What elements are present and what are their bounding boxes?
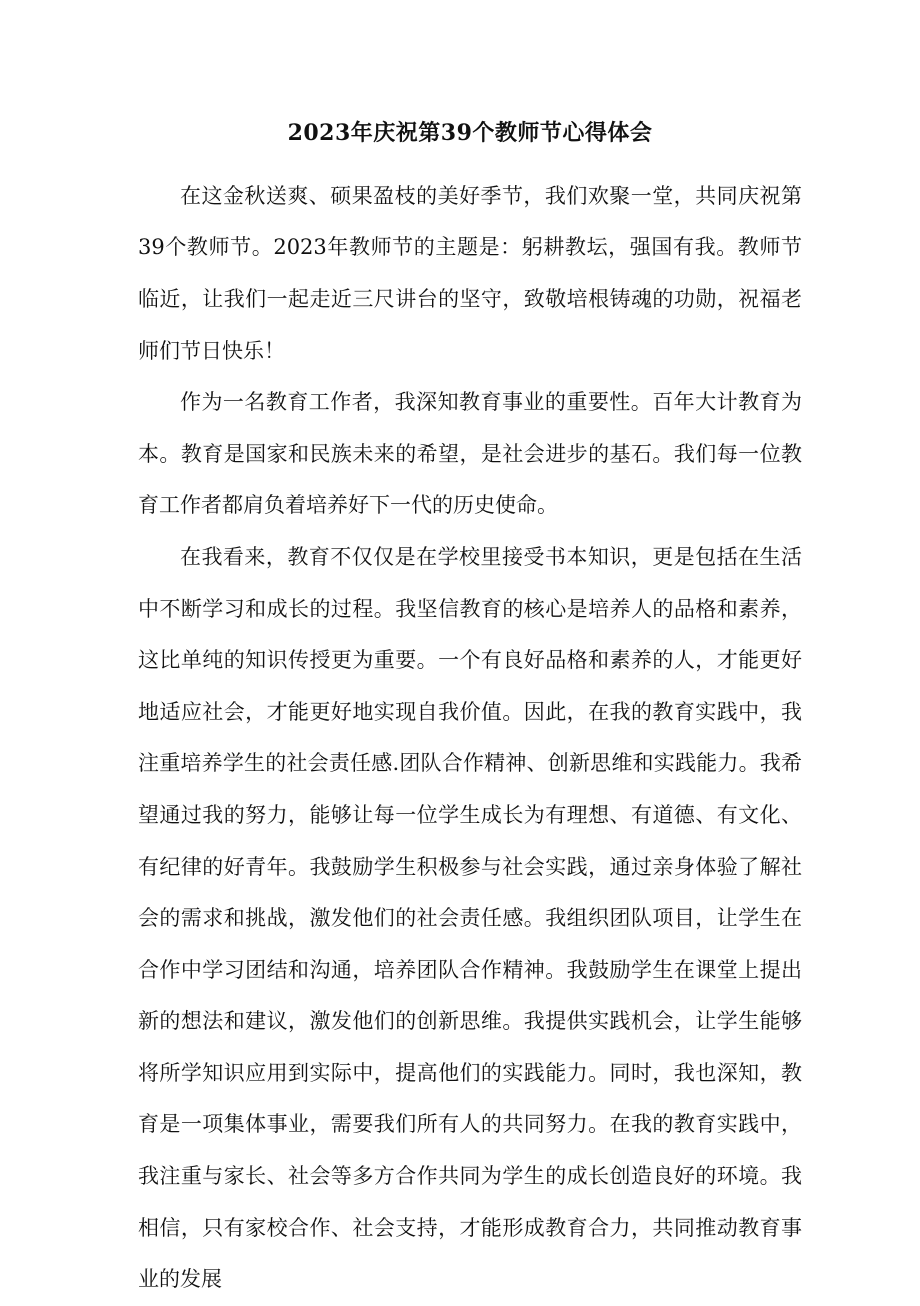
paragraph-2: 作为一名教育工作者，我深知教育事业的重要性。百年大计教育为本。教育是国家和民族未来的希望，是社会进步的基石。我们每一位教育工作者都肩负着培养好下一代的历史使命。 bbox=[138, 390, 802, 518]
paragraph-1: 在这金秋送爽、硕果盈枝的美好季节，我们欢聚一堂，共同庆祝第39个教师节。2023年教师节的主题是：躬耕教坛，强国有我。教师节临近，让我们一起走近三尺讲台的坚守，致敬培根铸魂的功勋，祝福老师们节日快乐！ bbox=[138, 183, 802, 363]
paragraph-3: 在我看来，教育不仅仅是在学校里接受书本知识，更是包括在生活中不断学习和成长的过程。我坚信教育的核心是培养人的品格和素养，这比单纯的知识传授更为重要。一个有良好品格和素养的人，才能更好地适应社会，才能更好地实现自我价值。因此，在我的教育实践中，我注重培养学生的社会责任感.团队合作精神、创新思维和实践能力。我希望通过我的努力，能够让每一位学生成长为有理想、有道德、有文化、有纪律的好青年。我鼓励学生积极参与社会实践，通过亲身体验了解社会的需求和挑战，激发他们的社会责任感。我组织团队项目，让学生在合作中学习团结和沟通，培养团队合作精神。我鼓励学生在课堂上提出新的想法和建议，激发他们的创新思维。我提供实践机会，让学生能够将所学知识应用到实际中，提高他们的实践能力。同时，我也深知，教育是一项集体事业，需要我们所有人的共同努力。在我的教育实践中，我注重与家长、社会等多方合作共同为学生的成长创造良好的环境。我相信，只有家校合作、社会支持，才能形成教育合力，共同推动教育事业的发展 bbox=[138, 544, 802, 1292]
document-title: 2023年庆祝第39个教师节心得体会 bbox=[287, 120, 653, 146]
